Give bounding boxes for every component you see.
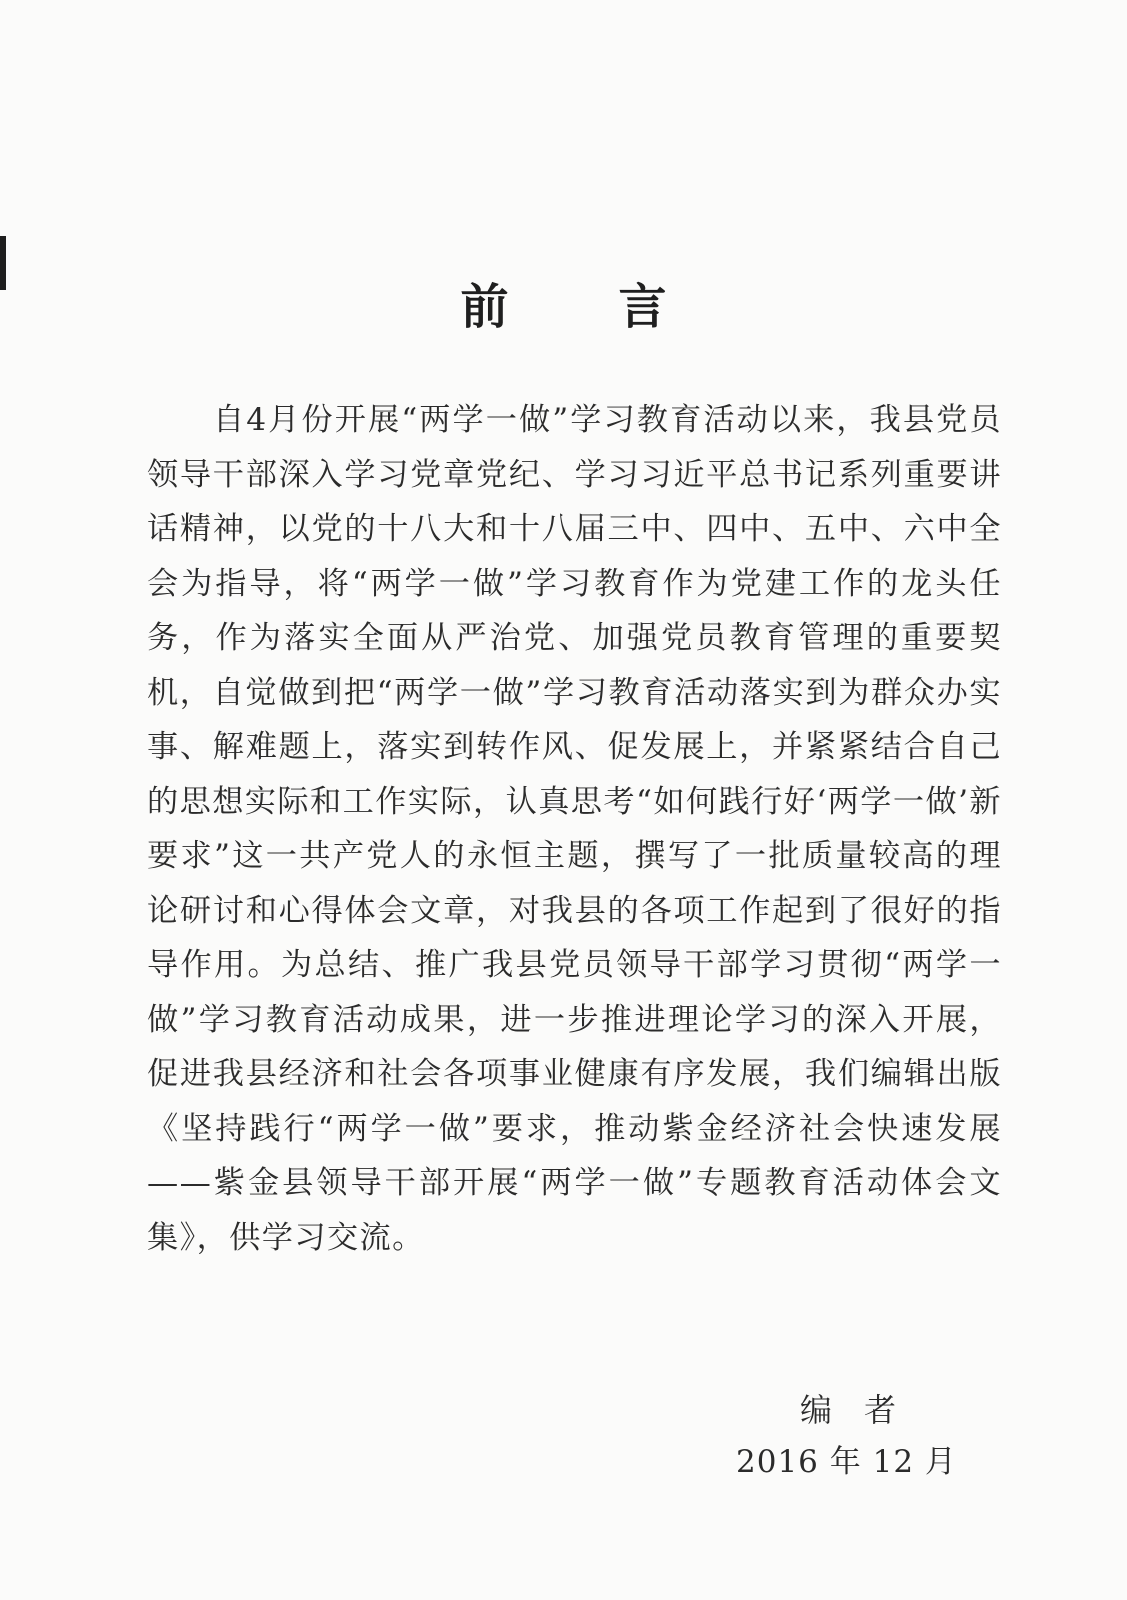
signature xyxy=(800,1385,896,1431)
page-title xyxy=(0,268,1127,337)
preface-body: 自4月份开展“两学一做”学习教育活动以来，我县党员领导干部深入学习党章党纪、学习习近平总书记系列重要讲话精神，以党的十八大和十八届三中、四中、五中、六中全会为指导，将“两学一做”学习教育作为党建工作的龙头任务，作为落实全面从严治党、加强党员教育管理的重要契机，自觉做到把“两学一做”学习教育活动落实到为群众办实事、解难题上，落实到转作风、促发展上，并紧紧结合自己的思想实际和工作实际，认真思考“如何践行好‘两学一做’新要求”这一共产党人的永恒主题，撰写了一批质量较高的理论研讨和心得体会文章，对我县的各项工作起到了很好的指导作用。为总结、推广我县党员领导干部学习贯彻“两学一做”学习教育活动成果，进一步推进理论学习的深入开展，促进我县经济和社会各项事业健康有序发展，我们编辑出版《坚持践行“两学一做”要求，推动紫金经济社会快速发展——紫金县领导干部开展“两学一做”专题教育活动体会文集》，供学习交流。 xyxy=(147,402,1002,1256)
date: 2016 年 12 月 xyxy=(736,1444,957,1480)
signature-char-1: 编 xyxy=(800,1391,833,1429)
signature-char-2: 者 xyxy=(864,1391,897,1429)
title-char-1: 前 xyxy=(460,279,509,335)
title-char-2: 言 xyxy=(618,279,667,335)
